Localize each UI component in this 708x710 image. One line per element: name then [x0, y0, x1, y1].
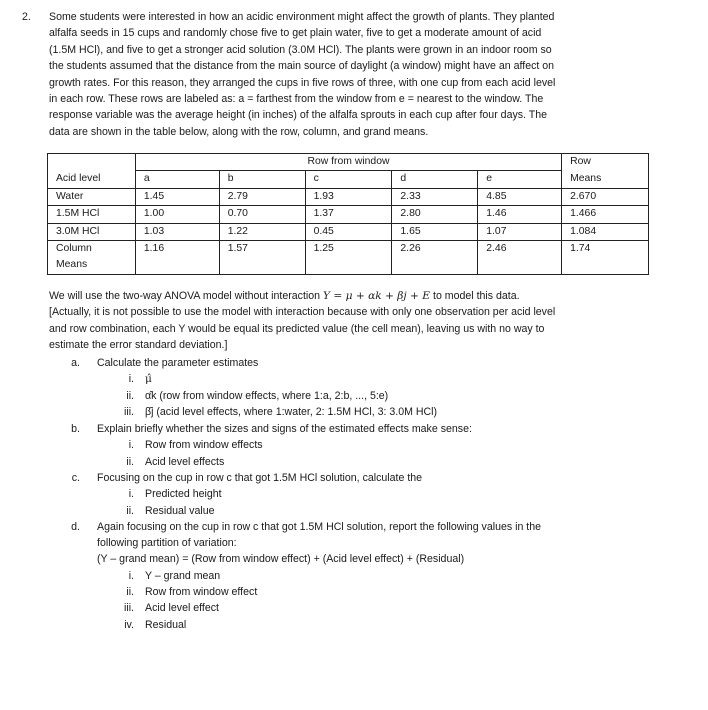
table-row [48, 223, 649, 240]
intro-line: (1.5M HCl), and five to get a stronger acid solution (3.0M HCl). The plants were grown in an indoor room so [49, 43, 552, 56]
row-mean: 1.466 [562, 206, 649, 223]
group-header: Row from window [135, 154, 561, 171]
column-means-label: Column Means [48, 241, 136, 275]
part-d-text-2: following partition of variation: [97, 537, 237, 549]
cell: 1.00 [135, 206, 219, 223]
note-line: estimate the error standard deviation.] [49, 339, 228, 352]
beta-hat-item: β̂j (acid level effects, where 1:water, 2: 1.5M HCl, 3: 3.0M HCl) [145, 406, 438, 418]
column-mean: 2.26 [392, 241, 478, 275]
part-c-text: Focusing on the cup in row c that got 1.5M HCl solution, calculate the [97, 472, 423, 484]
row-mean: 1.084 [562, 223, 649, 240]
column-header: e [478, 171, 562, 188]
partition-equation: (Y – grand mean) = (Row from window effect) + (Acid level effect) + (Residual) [97, 553, 465, 565]
cell: 0.45 [305, 223, 392, 240]
table-row [48, 188, 649, 205]
column-header: b [219, 171, 305, 188]
note-line: and row combination, each Y would be equal its predicted value (the cell mean), leaving us with no way to [49, 322, 545, 335]
intro-paragraph [49, 9, 661, 140]
row-label: Water [48, 188, 136, 205]
cell: 0.70 [219, 206, 305, 223]
part-label: b. [71, 423, 80, 435]
cell: 2.80 [392, 206, 478, 223]
sub-item: Acid level effects [145, 456, 225, 468]
cell: 1.03 [135, 223, 219, 240]
sub-item: Acid level effect [145, 602, 220, 614]
sub-label: i. [128, 488, 134, 500]
sub-item: Row from window effects [145, 439, 263, 451]
model-line: We will use the two-way ANOVA model without interaction Y = μ + αk + βj + E to model this data. [49, 290, 520, 302]
table-row-column-means [48, 241, 649, 275]
cell: 1.65 [392, 223, 478, 240]
cell: 1.45 [135, 188, 219, 205]
sub-label: i. [128, 373, 134, 385]
sub-label: ii. [126, 505, 134, 517]
mu-hat: μ̂ [145, 373, 152, 385]
sub-item: Row from window effect [145, 586, 258, 598]
model-description [49, 288, 669, 354]
cell: 1.46 [478, 206, 562, 223]
column-header: d [392, 171, 478, 188]
sub-label: i. [128, 439, 134, 451]
sub-item: Y – grand mean [145, 570, 221, 582]
sub-label: i. [128, 570, 134, 582]
row-mean: 2.670 [562, 188, 649, 205]
column-mean: 1.25 [305, 241, 392, 275]
part-d-text: Again focusing on the cup in row c that got 1.5M HCl solution, report the following values in the [97, 521, 542, 533]
part-b-text: Explain briefly whether the sizes and signs of the estimated effects make sense: [97, 423, 472, 435]
cell: 2.33 [392, 188, 478, 205]
cell: 1.22 [219, 223, 305, 240]
cell: 4.85 [478, 188, 562, 205]
row-means-header: Row [562, 154, 649, 171]
cell: 1.93 [305, 188, 392, 205]
sub-label: ii. [126, 390, 134, 402]
column-mean: 1.16 [135, 241, 219, 275]
sub-label: ii. [126, 456, 134, 468]
sub-item: Residual [145, 619, 187, 631]
sub-label: ii. [126, 586, 134, 598]
data-table [47, 153, 649, 275]
table-row [48, 206, 649, 223]
intro-line: the students assumed that the distance from the main source of daylight (a window) might have an affect on [49, 60, 555, 73]
part-label: d. [71, 521, 80, 533]
intro-line: alfalfa seeds in 15 cups and randomly chose five to get plain water, five to get a moderate amount of acid [49, 27, 542, 40]
row-means-header-2: Means [562, 171, 649, 188]
cell: 1.37 [305, 206, 392, 223]
intro-line: growth rates. For this reason, they arranged the cups in five rows of three, with one cup from each acid level [49, 76, 556, 89]
intro-line: response variable was the average height (in inches) of the alfalfa sprouts in each cup after four days. The [49, 109, 547, 122]
alpha-hat-item: α̂k (row from window effects, where 1:a, 2:b, ..., 5:e) [145, 390, 389, 402]
sub-label: iv. [124, 619, 134, 631]
intro-line: Some students were interested in how an acidic environment might affect the growth of plants. They planted [49, 11, 555, 23]
corner-header: Acid level [48, 171, 136, 188]
intro-line: in each row. These rows are labeled as: a = farthest from the window from e = nearest to the window. The [49, 93, 544, 106]
part-a-text: Calculate the parameter estimates [97, 357, 259, 369]
row-label: 1.5M HCl [48, 206, 136, 223]
sub-label: iii. [123, 602, 134, 614]
row-label: 3.0M HCl [48, 223, 136, 240]
corner-cell-top [48, 154, 136, 171]
part-label: a. [71, 357, 80, 369]
column-header: a [135, 171, 219, 188]
column-header: c [305, 171, 392, 188]
part-label: c. [71, 472, 80, 484]
sub-label: iii. [123, 406, 134, 418]
cell: 1.07 [478, 223, 562, 240]
sub-item: Residual value [145, 505, 215, 517]
column-mean: 2.46 [478, 241, 562, 275]
column-mean: 1.57 [219, 241, 305, 275]
cell: 2.79 [219, 188, 305, 205]
intro-line: data are shown in the table below, along with the row, column, and grand means. [49, 125, 429, 138]
grand-mean: 1.74 [562, 241, 649, 275]
question-number: 2. [22, 11, 31, 23]
sub-item: Predicted height [145, 488, 222, 500]
note-line: [Actually, it is not possible to use the model with interaction because with only one observation per acid level [49, 306, 556, 319]
model-formula: Y = μ + αk + βj + E [323, 290, 431, 302]
